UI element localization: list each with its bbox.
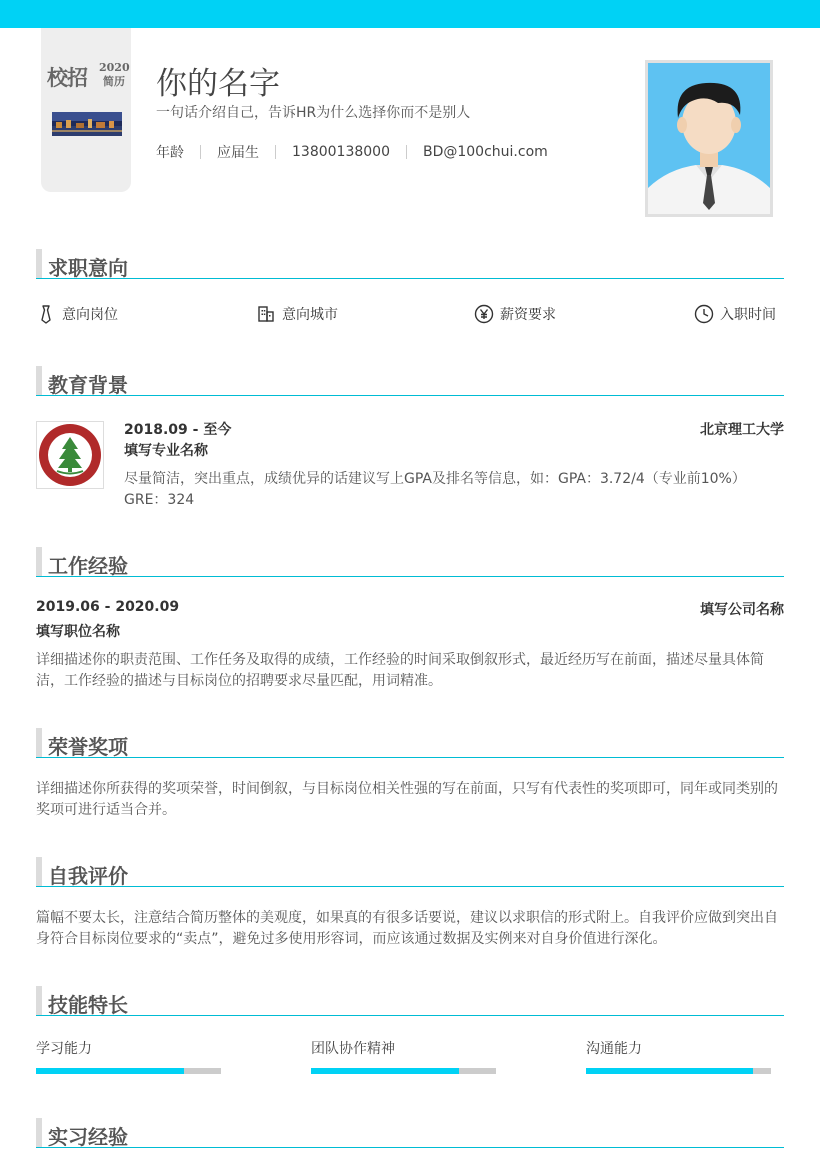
section-title: 荣誉奖项 xyxy=(48,735,128,759)
logo-badge xyxy=(41,28,131,192)
section-title: 技能特长 xyxy=(48,993,128,1017)
section-bar xyxy=(36,249,42,278)
skill-item xyxy=(311,1038,496,1058)
work-company: 填写公司名称 xyxy=(700,602,784,618)
section-title: 求职意向 xyxy=(48,256,128,280)
education-description: 尽量简洁，突出重点，成绩优异的话建议写上GPA及排名等信息，如：GPA：3.72/4（专业前10%） GRE：324 xyxy=(124,471,746,508)
honors-description: 详细描述你所获得的奖项荣誉，时间倒叙，与目标岗位相关性强的写在前面，只写有代表性的奖项即可，同年或同类别的奖项可进行适当合并。 xyxy=(36,781,778,818)
intent-position xyxy=(36,303,118,325)
yen-icon xyxy=(474,304,494,324)
contact-divider xyxy=(275,145,276,159)
section-bar xyxy=(36,366,42,395)
contact-divider xyxy=(200,145,201,159)
self-evaluation-description: 篇幅不要太长，注意结合简历整体的美观度，如果真的有很多话要说，建议以求职信的形式附上。自我评价应做到突出自身符合目标岗位要求的“卖点”，避免过多使用形容词，而应该通过数据及实例来对自身价值进行深化。 xyxy=(36,910,778,947)
intent-start-date xyxy=(694,303,776,325)
intent-salary xyxy=(474,303,556,325)
university-emblem xyxy=(36,421,104,489)
skill-level-fill xyxy=(586,1068,753,1074)
contact-phone: 13800138000 xyxy=(292,144,390,160)
intent-city-label: 意向城市 xyxy=(282,307,338,323)
avatar-photo xyxy=(645,60,773,217)
section-header-skills xyxy=(36,986,784,1016)
section-bar xyxy=(36,986,42,1015)
section-header-self-evaluation xyxy=(36,857,784,887)
section-header-honors xyxy=(36,728,784,758)
education-school: 北京理工大学 xyxy=(700,422,784,438)
section-title: 教育背景 xyxy=(48,373,128,397)
skill-level-fill xyxy=(36,1068,184,1074)
contact-row xyxy=(156,143,548,161)
intent-position-label: 意向岗位 xyxy=(62,307,118,323)
section-title: 工作经验 xyxy=(48,554,128,578)
work-description: 详细描述你的职责范围、工作任务及取得的成绩，工作经验的时间采取倒叙形式，最近经历写在前面，描述尽量具体简洁，工作经验的描述与目标岗位的招聘要求尽量匹配，用词精准。 xyxy=(36,652,764,689)
section-bar xyxy=(36,857,42,886)
skill-label: 沟通能力 xyxy=(586,1041,642,1057)
section-header-intent xyxy=(36,249,784,279)
skill-level-track xyxy=(311,1068,496,1074)
intent-city xyxy=(256,303,338,325)
top-accent-bar xyxy=(0,0,820,28)
section-bar xyxy=(36,1118,42,1147)
section-title: 自我评价 xyxy=(48,864,128,888)
contact-email: BD@100chui.com xyxy=(422,144,548,160)
skill-level-track xyxy=(36,1068,221,1074)
tie-icon xyxy=(36,304,56,324)
logo-main-text: 校招 xyxy=(47,65,87,90)
skill-label: 学习能力 xyxy=(36,1041,92,1057)
section-bar xyxy=(36,728,42,757)
clock-icon xyxy=(694,304,714,324)
skill-label: 团队协作精神 xyxy=(311,1041,395,1057)
intent-start-date-label: 入职时间 xyxy=(720,307,776,323)
candidate-name: 你的名字 xyxy=(156,66,280,102)
section-bar xyxy=(36,547,42,576)
section-header-education xyxy=(36,366,784,396)
city-skyline-image xyxy=(52,112,122,136)
skill-item xyxy=(586,1038,771,1058)
work-position: 填写职位名称 xyxy=(36,624,120,640)
skill-item xyxy=(36,1038,221,1058)
skill-level-track xyxy=(586,1068,771,1074)
work-date: 2019.06 - 2020.09 xyxy=(36,599,180,615)
university-seal-icon xyxy=(37,422,103,488)
candidate-intro: 一句话介绍自己，告诉HR为什么选择你而不是别人 xyxy=(156,105,471,121)
contact-status: 应届生 xyxy=(217,145,259,161)
logo-year-text xyxy=(99,61,129,89)
section-header-internship xyxy=(36,1118,784,1148)
contact-divider xyxy=(406,145,407,159)
skill-level-fill xyxy=(311,1068,459,1074)
avatar-illustration xyxy=(648,63,770,214)
logo-year: 2020 xyxy=(99,61,130,74)
section-title: 实习经验 xyxy=(48,1125,128,1149)
logo-sub: 简历 xyxy=(103,75,125,88)
section-header-work xyxy=(36,547,784,577)
building-icon xyxy=(256,304,276,324)
intent-salary-label: 薪资要求 xyxy=(500,307,556,323)
contact-age: 年龄 xyxy=(156,145,184,161)
education-date: 2018.09 - 至今 xyxy=(124,422,232,438)
education-major: 填写专业名称 xyxy=(124,443,208,459)
